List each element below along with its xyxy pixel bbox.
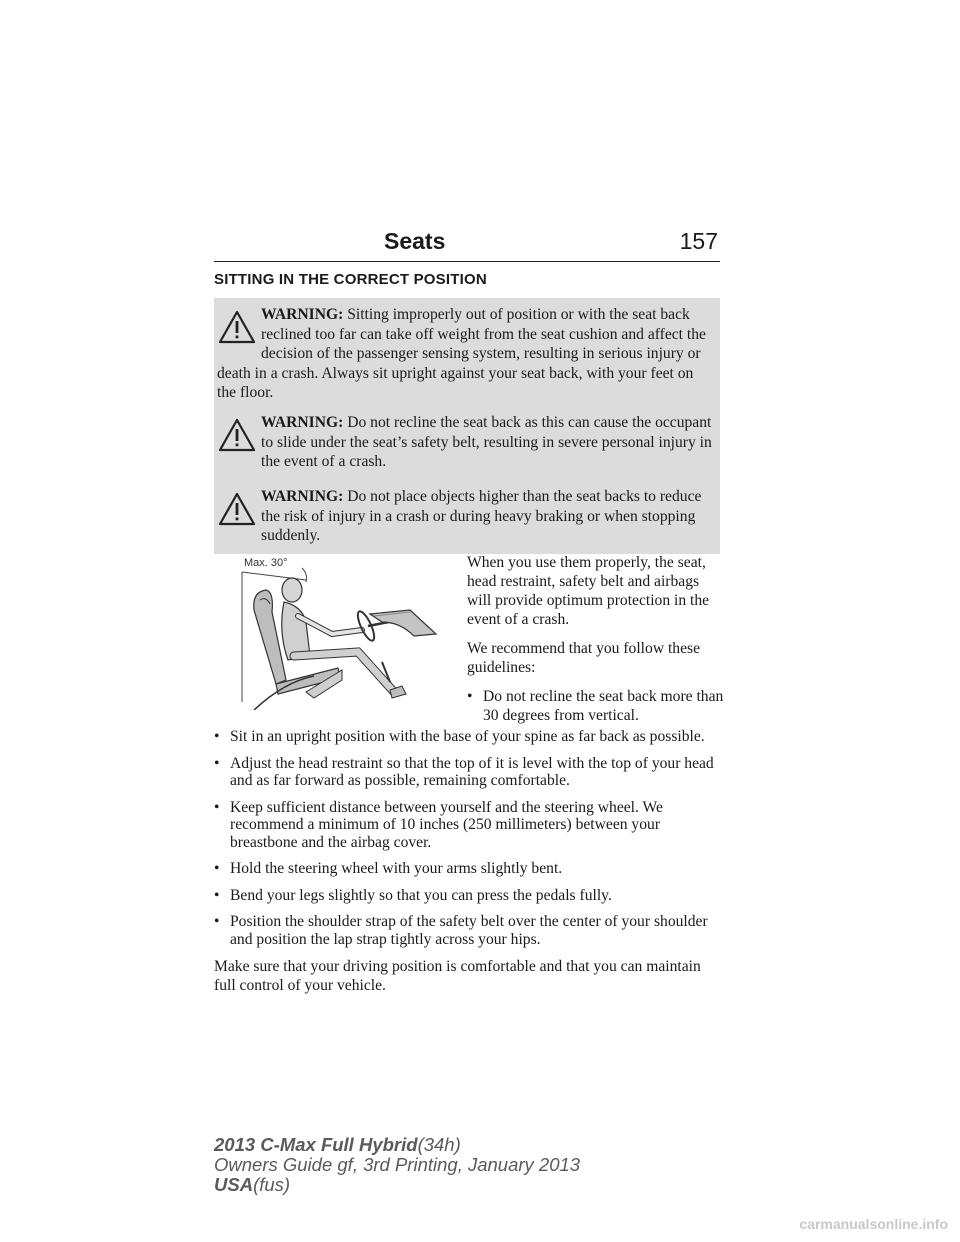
header-rule: [214, 261, 720, 262]
bullet-icon: •: [214, 798, 220, 816]
document-footer: [214, 1135, 580, 1195]
warning-text: Do not recline the seat back as this can cause the occupant to slide under the seat’s safety belt, resulting in severe personal injury in the event of a crash.: [261, 414, 712, 470]
side-text: [467, 553, 725, 735]
list-item: • Keep sufficient distance between yourself and the steering wheel. We recommend a minimum of 10 inches (250 millimeters) between your breastbone and the airbag cover.: [214, 798, 663, 851]
footer-market-code: (fus): [253, 1174, 291, 1195]
warning-triangle-icon: [217, 417, 257, 453]
intro-paragraph: When you use them properly, the seat, head restraint, safety belt and airbags will provide optimum protection in the event of a crash.: [467, 554, 710, 628]
list-item: • Position the shoulder strap of the safety belt over the center of your shoulder and position the lap strap tightly across your hips.: [214, 913, 708, 948]
seating-position-illustration: [214, 552, 446, 710]
bullet-icon: •: [214, 754, 220, 772]
warning-label: WARNING:: [261, 488, 344, 505]
bullet-icon: •: [214, 728, 220, 745]
closing-paragraph: Make sure that your driving position is comfortable and that you can maintain full control of your vehicle.: [214, 958, 701, 994]
warning-box-2: [214, 406, 720, 480]
guideline-list-start: [467, 687, 725, 725]
warning-triangle-icon: [217, 491, 257, 527]
warning-label: WARNING:: [261, 414, 344, 431]
watermark: carmanualsonline.info: [799, 1216, 948, 1232]
guidelines-intro: We recommend that you follow these guidelines:: [467, 640, 701, 676]
bullet-icon: •: [214, 913, 220, 930]
guideline-list: [214, 728, 724, 948]
warning-box-1: [214, 298, 720, 411]
warning-text: Do not place objects higher than the seat backs to reduce the risk of injury in a crash or during heavy braking or when stopping suddenly.: [261, 488, 702, 544]
warning-triangle-icon: [217, 309, 257, 345]
warning-box-3: [214, 480, 720, 554]
list-item: • Adjust the head restraint so that the top of it is level with the top of your head and as far forward as possible, remaining comfortable.: [214, 754, 714, 789]
page-header: [214, 228, 720, 264]
bullet-icon: •: [214, 860, 220, 877]
footer-model: 2013 C-Max Full Hybrid: [214, 1134, 418, 1155]
list-item: • Sit in an upright position with the base of your spine as far back as possible.: [214, 728, 705, 745]
angle-label: Max. 30°: [244, 557, 288, 569]
chapter-title: Seats: [384, 228, 446, 254]
warning-label: WARNING:: [261, 306, 344, 323]
footer-model-code: (34h): [417, 1134, 461, 1155]
section-title: SITTING IN THE CORRECT POSITION: [214, 271, 487, 288]
list-item: • Hold the steering wheel with your arms slightly bent.: [214, 860, 563, 877]
list-item: • Do not recline the seat back more than 30 degrees from vertical.: [467, 688, 724, 724]
bullet-icon: •: [214, 886, 220, 904]
main-text: [214, 728, 724, 995]
footer-market: USA: [214, 1174, 254, 1195]
list-item: • Bend your legs slightly so that you can press the pedals fully.: [214, 886, 612, 904]
footer-printing: Owners Guide gf, 3rd Printing, January 2013: [214, 1154, 581, 1175]
page-number: 157: [679, 228, 718, 254]
warning-text: Sitting improperly out of position or with the seat back reclined too far can take off weight from the seat cushion and affect the decision of the passenger sensing system, resulting in serious injury or death in a crash. Always sit upright against your seat back, with your feet on the floor.: [217, 306, 706, 401]
bullet-icon: •: [467, 688, 473, 705]
